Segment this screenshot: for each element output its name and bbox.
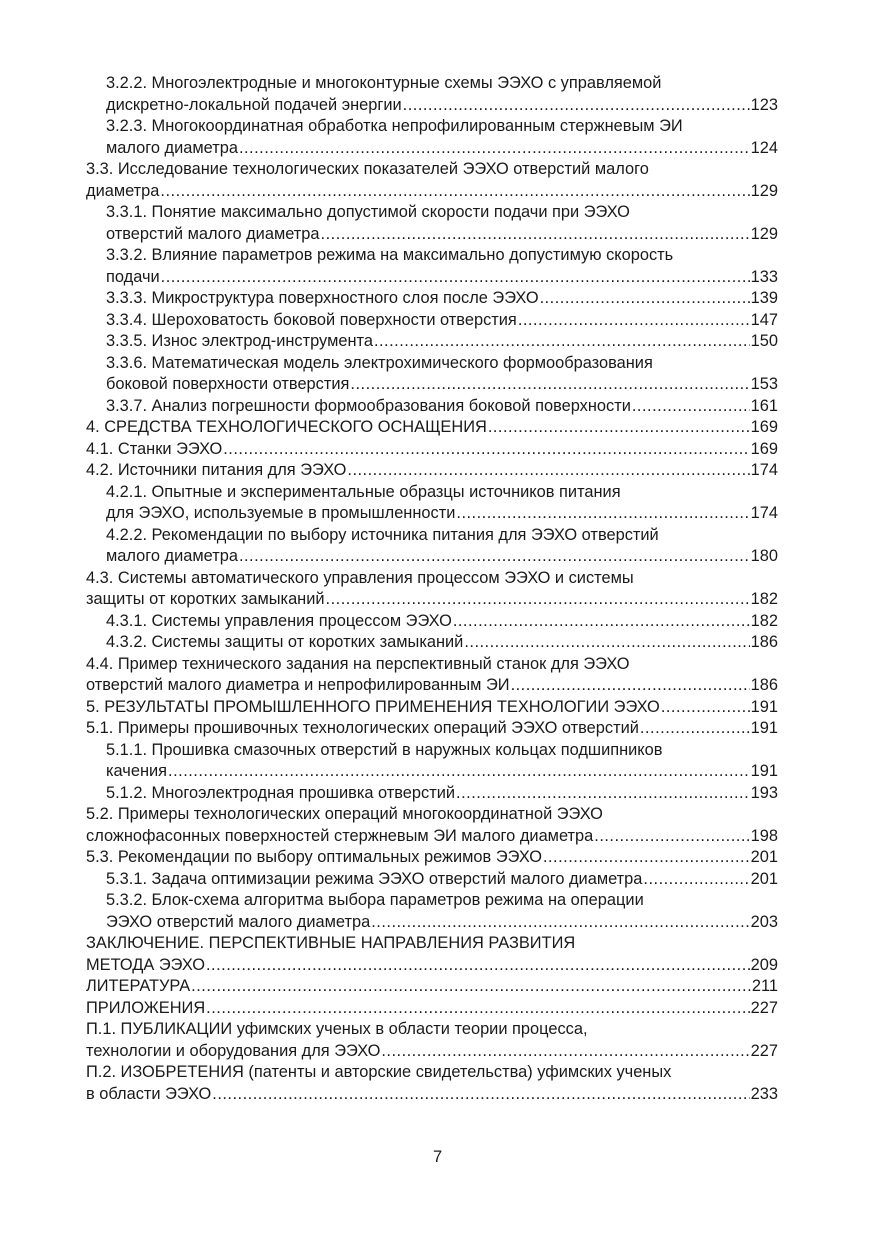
toc-page-number: 211 [751,977,778,995]
toc-entry-heading-line [86,482,778,504]
toc-entry-title: 5. РЕЗУЛЬТАТЫ ПРОМЫШЛЕННОГО ПРИМЕНЕНИЯ ТЕХНОЛОГИИ ЭЭХО [86,697,660,716]
toc-entry-title: малого диаметра [106,138,238,157]
toc-entry [86,955,778,977]
toc-entry-heading-line [86,890,778,912]
toc-leader-dots [223,439,749,461]
toc-entry-title: отверстий малого диаметра и непрофилированным ЭИ [86,676,510,694]
toc-entry-title: дискретно-локальной подачей энергии [106,95,402,114]
toc-entry-title: в области ЭЭХО [86,1084,212,1103]
toc-entry-title: боковой поверхности отверстия [106,375,350,393]
toc-entry [86,826,778,848]
toc-page-number: 161 [750,396,778,415]
toc-entry-title: 4.3. Системы автоматического управления процессом ЭЭХО и системы [86,568,634,587]
toc-entry [86,976,778,998]
toc-page-number: 233 [750,1084,778,1103]
toc-page-number: 191 [750,719,778,737]
toc-entry [86,1041,778,1063]
toc-entry-title: 3.3.2. Влияние параметров режима на максимально допустимую скорость [106,246,674,264]
toc-leader-dots [661,697,750,719]
toc-page-number: 186 [750,676,778,694]
toc-leader-dots [161,267,750,289]
toc-entry [86,1084,778,1106]
toc-leader-dots [456,783,750,805]
toc-entry [86,288,778,310]
toc-entry [86,783,778,805]
toc-page-number: 191 [750,762,778,780]
toc-leader-dots [239,546,750,568]
toc-entry [86,589,778,611]
toc-entry [86,869,778,891]
toc-leader-dots [347,460,749,482]
toc-entry-title: отверстий малого диаметра [106,224,320,243]
toc-entry [86,460,778,482]
toc-leader-dots [518,310,750,332]
page-number: 7 [432,1148,443,1166]
toc-entry-title: качения [106,762,168,780]
toc-entry-title: диаметра [86,181,160,200]
toc-leader-dots [456,503,749,525]
toc-leader-dots [643,869,749,891]
toc-entry-heading-line [86,245,778,267]
toc-entry-heading-line [86,933,778,955]
toc-entry-title: П.1. ПУБЛИКАЦИИ уфимских ученых в области теории процесса, [86,1020,588,1038]
toc-leader-dots [381,1041,749,1063]
toc-entry [86,546,778,568]
toc-entry-title: 3.3.3. Микроструктура поверхностного слоя после ЭЭХО [106,289,539,307]
toc-leader-dots [453,611,750,633]
toc-entry-title: 4.1. Станки ЭЭХО [86,439,223,458]
toc-leader-dots [160,181,749,203]
toc-entry [86,95,778,117]
toc-entry-title: ПРИЛОЖЕНИЯ [86,998,206,1017]
toc-entry [86,417,778,439]
toc-entry [86,181,778,203]
toc-entry [86,697,778,719]
toc-entry [86,611,778,633]
toc-leader-dots [321,224,750,246]
toc-entry [86,632,778,654]
toc-entry-title: подачи [106,267,160,286]
toc-page-number: 153 [750,375,778,393]
toc-page-number: 169 [750,439,778,458]
toc-entry-heading-line [86,116,778,138]
toc-entry-title: МЕТОДА ЭЭХО [86,955,205,974]
toc-entry-heading-line [86,740,778,762]
toc-page-number: 147 [750,310,778,329]
toc-entry-title: 4.2.1. Опытные и экспериментальные образцы источников питания [106,482,621,501]
toc-entry [86,224,778,246]
toc-page-number: 201 [750,848,778,866]
toc-entry-title: ЭЭХО отверстий малого диаметра [106,912,371,931]
toc-page-number: 182 [750,611,778,630]
toc-entry-title: 3.2.2. Многоэлектродные и многоконтурные схемы ЭЭХО с управляемой [106,74,662,92]
toc-page-number: 124 [750,138,778,157]
toc-page-number: 203 [750,912,778,931]
toc-entry-title: 3.2.3. Многокоординатная обработка непрофилированным стержневым ЭИ [106,117,683,135]
toc-leader-dots [403,95,750,117]
toc-entry [86,761,778,783]
toc-leader-dots [488,417,750,439]
toc-leader-dots [594,826,749,848]
toc-page-number: 174 [750,504,778,522]
toc-entry [86,675,778,697]
toc-entry-title: 4.3.2. Системы защиты от коротких замыканий [106,633,464,651]
toc-page-number: 123 [750,95,778,114]
toc-entry [86,503,778,525]
toc-entry-title: 5.1. Примеры прошивочных технологических операций ЭЭХО отверстий [86,719,639,737]
toc-leader-dots [350,374,749,396]
toc-page-number: 139 [750,289,778,307]
toc-leader-dots [374,331,750,353]
toc-entry [86,138,778,160]
toc-page-number: 193 [750,783,778,802]
toc-entry-heading-line [86,1062,778,1084]
toc-entry-title: 4.4. Пример технического задания на перспективный станок для ЭЭХО [86,654,630,673]
toc-leader-dots [206,998,749,1020]
toc-page-number: 227 [750,1041,778,1060]
toc-entry-title: малого диаметра [106,547,238,565]
toc-entry-title: 4.2.2. Рекомендации по выбору источника питания для ЭЭХО отверстий [106,525,659,544]
toc-entry-title: 5.3.1. Задача оптимизации режима ЭЭХО отверстий малого диаметра [106,869,643,888]
toc-leader-dots [464,632,749,654]
toc-entry [86,998,778,1020]
toc-page-number: 169 [750,418,778,436]
toc-page-number: 182 [750,590,778,608]
toc-leader-dots [640,718,750,740]
toc-entry [86,267,778,289]
toc-entry-heading-line [86,654,778,676]
toc-entry-heading-line [86,353,778,375]
toc-leader-dots [540,288,750,310]
toc-entry-title: технологии и оборудования для ЭЭХО [86,1041,381,1060]
toc-entry-title: 3.3.5. Износ электрод-инструмента [106,332,373,350]
toc-leader-dots [371,912,749,934]
toc-page-number: 198 [750,826,778,845]
toc-entry-title: 3.3.1. Понятие максимально допустимой скорости подачи при ЭЭХО [106,203,630,221]
toc-entry-heading-line [86,568,778,590]
toc-page-number: 209 [750,955,778,974]
toc-page-number: 133 [750,267,778,286]
toc-entry-title: ЗАКЛЮЧЕНИЕ. ПЕРСПЕКТИВНЫЕ НАПРАВЛЕНИЯ РАЗВИТИЯ [86,934,576,952]
toc-entry-heading-line [86,202,778,224]
table-of-contents [86,73,778,1105]
toc-entry-title: 4.2. Источники питания для ЭЭХО [86,461,347,479]
toc-entry [86,439,778,461]
toc-page-number: 201 [750,869,778,888]
toc-entry-heading-line [86,159,778,181]
toc-entry-title: 5.2. Примеры технологических операций многокоординатной ЭЭХО [86,805,603,823]
toc-leader-dots [191,976,751,998]
toc-entry-title: 4.3.1. Системы управления процессом ЭЭХО [106,611,452,630]
toc-entry-title: защиты от коротких замыканий [86,590,325,608]
toc-page-number: 180 [750,547,778,565]
toc-entry-heading-line [86,1019,778,1041]
toc-leader-dots [543,847,750,869]
toc-page-number: 174 [750,461,778,479]
toc-page-number: 129 [750,224,778,243]
toc-entry-heading-line [86,525,778,547]
toc-leader-dots [212,1084,749,1106]
toc-entry-title: 4. СРЕДСТВА ТЕХНОЛОГИЧЕСКОГО ОСНАЩЕНИЯ [86,418,487,436]
toc-entry [86,374,778,396]
toc-entry [86,310,778,332]
toc-entry-title: 5.1.2. Многоэлектродная прошивка отверстий [106,783,456,802]
toc-entry [86,718,778,740]
toc-entry-title: 5.1.1. Прошивка смазочных отверстий в наружных кольцах подшипников [106,740,663,759]
toc-entry [86,396,778,418]
toc-entry-title: ЛИТЕРАТУРА [86,977,191,995]
toc-entry-title: 3.3.7. Анализ погрешности формообразования боковой поверхности [106,396,631,415]
toc-entry-title: для ЭЭХО, используемые в промышленности [106,504,456,522]
toc-entry [86,912,778,934]
toc-leader-dots [239,138,750,160]
toc-page-number: 129 [750,181,778,200]
toc-entry-heading-line [86,804,778,826]
toc-page-number: 186 [750,633,778,651]
toc-entry-title: 3.3.4. Шероховатость боковой поверхности отверстия [106,310,517,329]
toc-entry-title: 5.3.2. Блок-схема алгоритма выбора параметров режима на операции [106,891,644,909]
toc-entry-title: 5.3. Рекомендации по выбору оптимальных режимов ЭЭХО [86,848,542,866]
toc-leader-dots [511,675,750,697]
toc-entry-title: 3.3.6. Математическая модель электрохимического формообразования [106,353,653,372]
toc-page-number: 227 [750,998,778,1017]
toc-page-number: 150 [750,332,778,350]
toc-entry-title: П.2. ИЗОБРЕТЕНИЯ (патенты и авторские свидетельства) уфимских ученых [86,1063,672,1081]
toc-entry-heading-line [86,73,778,95]
toc-entry-title: 3.3. Исследование технологических показателей ЭЭХО отверстий малого [86,160,649,178]
toc-leader-dots [206,955,750,977]
toc-entry [86,331,778,353]
toc-page-number: 191 [750,697,778,716]
toc-leader-dots [168,761,750,783]
toc-leader-dots [326,589,750,611]
toc-entry-title: сложнофасонных поверхностей стержневым ЭИ малого диаметра [86,826,594,845]
toc-entry [86,847,778,869]
toc-leader-dots [632,396,750,418]
